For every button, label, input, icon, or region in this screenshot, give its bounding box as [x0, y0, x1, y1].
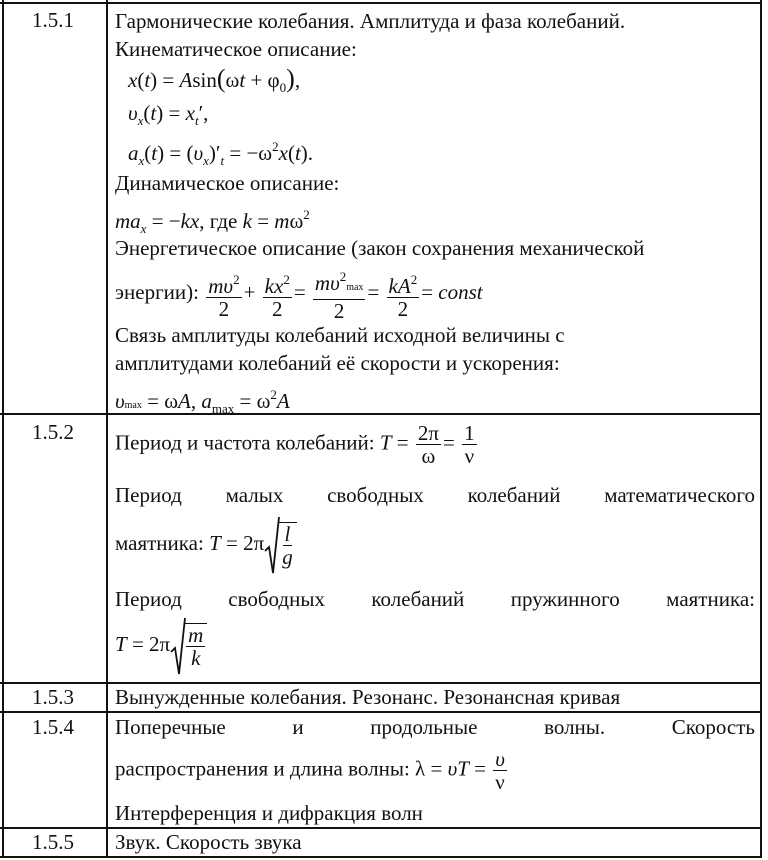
formula-dynamic: $ma_x = -kx$, где $k = m\omega^2$ [115, 207, 310, 236]
period-frequency: Период и частота колебаний: T = $\frac{2\pi}{\omega}$ = $\frac{1}{\nu}$ [115, 421, 475, 468]
word: свободных [228, 587, 325, 611]
word: маятника: [666, 587, 755, 611]
relation-line2: амплитудами колебаний её скорости и ускорения: [115, 351, 560, 375]
spring-pendulum-line [115, 586, 755, 612]
row-number: 1.5.4 [32, 715, 74, 739]
row-divider [0, 711, 762, 713]
math-pendulum-end: маятника: [115, 530, 204, 555]
word: колебаний [467, 483, 561, 507]
interference-line: Интерференция и дифракция волн [115, 801, 423, 825]
propagation-label: распространения и длина волны: [115, 756, 410, 781]
propagation-formula: распространения и длина волны: λ = υT = $\frac{\upsilon}{\nu}$ [115, 747, 505, 794]
period-frequency-label: Период и частота колебаний: [115, 430, 375, 455]
word: Поперечные [115, 715, 226, 739]
formula-acceleration: $a_x(t) = (\upsilon_x)'_t = -\omega^2x(t)$. [128, 139, 314, 168]
math-pendulum-line [115, 482, 755, 508]
formula-amplitudes: υmax = ωA, $a_{max} = \omega^2A$ [115, 387, 290, 416]
row-number: 1.5.1 [32, 8, 74, 32]
dynamic-text: , где [199, 209, 238, 233]
relation-line1: Связь амплитуды колебаний исходной величины с [115, 323, 565, 347]
word: Период [115, 483, 182, 507]
row-title: Гармонические колебания. Амплитуда и фаза колебаний. [115, 9, 626, 33]
math-pendulum-formula: маятника: T = 2π $\frac{l}{g}$ [115, 515, 755, 575]
sqrt-symbol: $\frac{l}{g}$ [264, 515, 297, 575]
energy-line1: Энергетическое описание (закон сохранения механической [115, 236, 645, 260]
table-border-bottom [0, 856, 762, 858]
table-border-top [0, 2, 762, 4]
kinematic-heading: Кинематическое описание: [115, 37, 357, 61]
formula-velocity: $\upsilon_x(t) = x_t'$, [128, 101, 209, 128]
word: Период [115, 587, 182, 611]
word: колебаний [371, 587, 465, 611]
row-number: 1.5.5 [32, 830, 74, 854]
word: пружинного [510, 587, 620, 611]
row-number: 1.5.2 [32, 420, 74, 444]
row-title: Звук. Скорость звука [115, 830, 302, 854]
word: свободных [327, 483, 424, 507]
word: малых [225, 483, 284, 507]
word: продольные [370, 715, 478, 739]
word: математического [604, 483, 755, 507]
energy-formula: энергии): $\frac{m\upsilon^2}{2}$ + $\frac{kx^2}{2}$ = $\frac{m\upsilon^2\max}{2}$ = $\frac{kA^2}{2}$ = const [115, 266, 755, 322]
dynamic-heading: Динамическое описание: [115, 171, 340, 195]
waves-line [115, 714, 755, 740]
row-number: 1.5.3 [32, 685, 74, 709]
spring-pendulum-formula: T = 2π $\frac{m}{k}$ [115, 616, 755, 676]
word: и [292, 715, 304, 739]
sqrt-symbol: $\frac{m}{k}$ [170, 616, 207, 676]
column-divider [106, 0, 108, 856]
word: Скорость [671, 715, 755, 739]
word: волны. [544, 715, 606, 739]
energy-line2: энергии): [115, 279, 199, 304]
row-title: Вынужденные колебания. Резонанс. Резонансная кривая [115, 685, 621, 709]
formula-position: $x(t) = Asin(\omega t + \varphi_0)$, [128, 64, 301, 95]
